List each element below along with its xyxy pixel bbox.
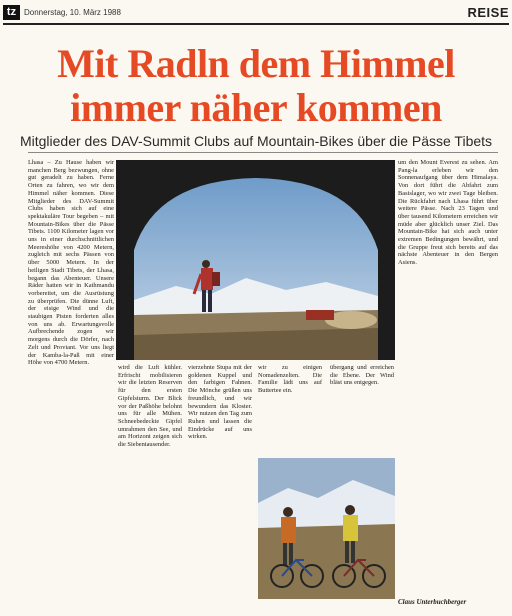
section-label: REISE [467, 5, 509, 20]
article-column-2-text: wird die Luft kühler. Erfrischt mobilisieren wir die letzten Reserven für den ersten Gipfelsturm. Der Blick vor der Paßhöhe belohnt uns für alle Mühen. Schneebedeckte Gipfel umrahmen den See, und am Horizont zeigen sich die Siebentausender. [118, 364, 182, 449]
article-column-5: übergang und erreichen die Ebene. Der Wind bläst uns entgegen. [330, 364, 394, 387]
subheadline: Mitglieder des DAV-Summit Clubs auf Mountain-Bikes über die Pässe Tibets [19, 133, 493, 149]
headline-line-2: immer näher kommen [70, 85, 442, 130]
cyclists-photo-illustration [258, 458, 395, 599]
newspaper-logo: tz [3, 5, 20, 20]
divider [28, 152, 498, 153]
issue-date: Donnerstag, 10. März 1988 [24, 8, 121, 17]
article-column-6: um den Mount Everest zu sehen. Am Pang-la erleben wir den Sonnenaufgang über dem Himalaya. Von dort führt die Abfahrt zum Basislager, wo wir zwei Tage bleiben. Die Rückfahrt nach Lhasa führt über weitere Pässe. Nach 23 Tagen und über tausend Kilometern erreichen wir müde aber glücklich unser Ziel. Das Mountain-Bike hat sich auch unter extremen Bedingungen bewährt, und die Gruppe freut sich bereits auf das nächste Abenteuer in den Bergen Asiens. [398, 159, 498, 267]
page-header [3, 5, 509, 25]
article-column-2 [118, 364, 182, 600]
cyclists-group-photo [258, 458, 395, 599]
author-byline: Claus Unterbuchberger [398, 598, 467, 606]
article-column-3: vierzehnte Stupa mit der goldenen Kuppel und den farbigen Fahnen. Die Mönche grüßen uns freundlich, und wir bewundern das Kloster. Wir nutzen den Tag zum Ruhen und lassen die Eindrücke auf uns wirken. [188, 364, 252, 441]
article-column-4: wir zu einigen Nomadenzelten. Die Familie lädt uns auf Buttertee ein. [258, 364, 322, 395]
cyclist-on-plateau-photo [116, 160, 395, 360]
article-column-1: Lhasa – Zu Hause haben wir manchen Berg bezwungen, ohne gut geradelt zu haben. Ferne Orten zu fahren, wo wir dem Himmel näher kommen. Diese Mitglieder des DAV-Summit Clubs haben sich auf eine spektakuläre Tour begeben – mit Mountain-Bikes über die Pässe Tibets. 1100 Kilometer lagen vor uns in einer durchschnittlichen Meereshöhe von 4200 Metern, zugleich mit sechs Pässen von über 5000 Metern. In der heiligen Stadt Tibets, der Lhasa, begann das Abenteuer. Unsere Räder hatten wir in Kathmandu vorbereitet, um die Ausrüstung zu überprüfen. Die dünne Luft, der eisige Wind und die staubigen Pisten forderten alles von uns ab. Erwartungsvolle Aufbrechende zogen wir morgens durch die Dörfer, nach Zelt und Proviant. Vor uns liegt der Kamba-la-Paß mit einer Höhe von 4700 Metern. [28, 159, 114, 367]
cyclist-photo-illustration [116, 160, 395, 360]
headline-line-1: Mit Radln dem Himmel [57, 41, 455, 86]
